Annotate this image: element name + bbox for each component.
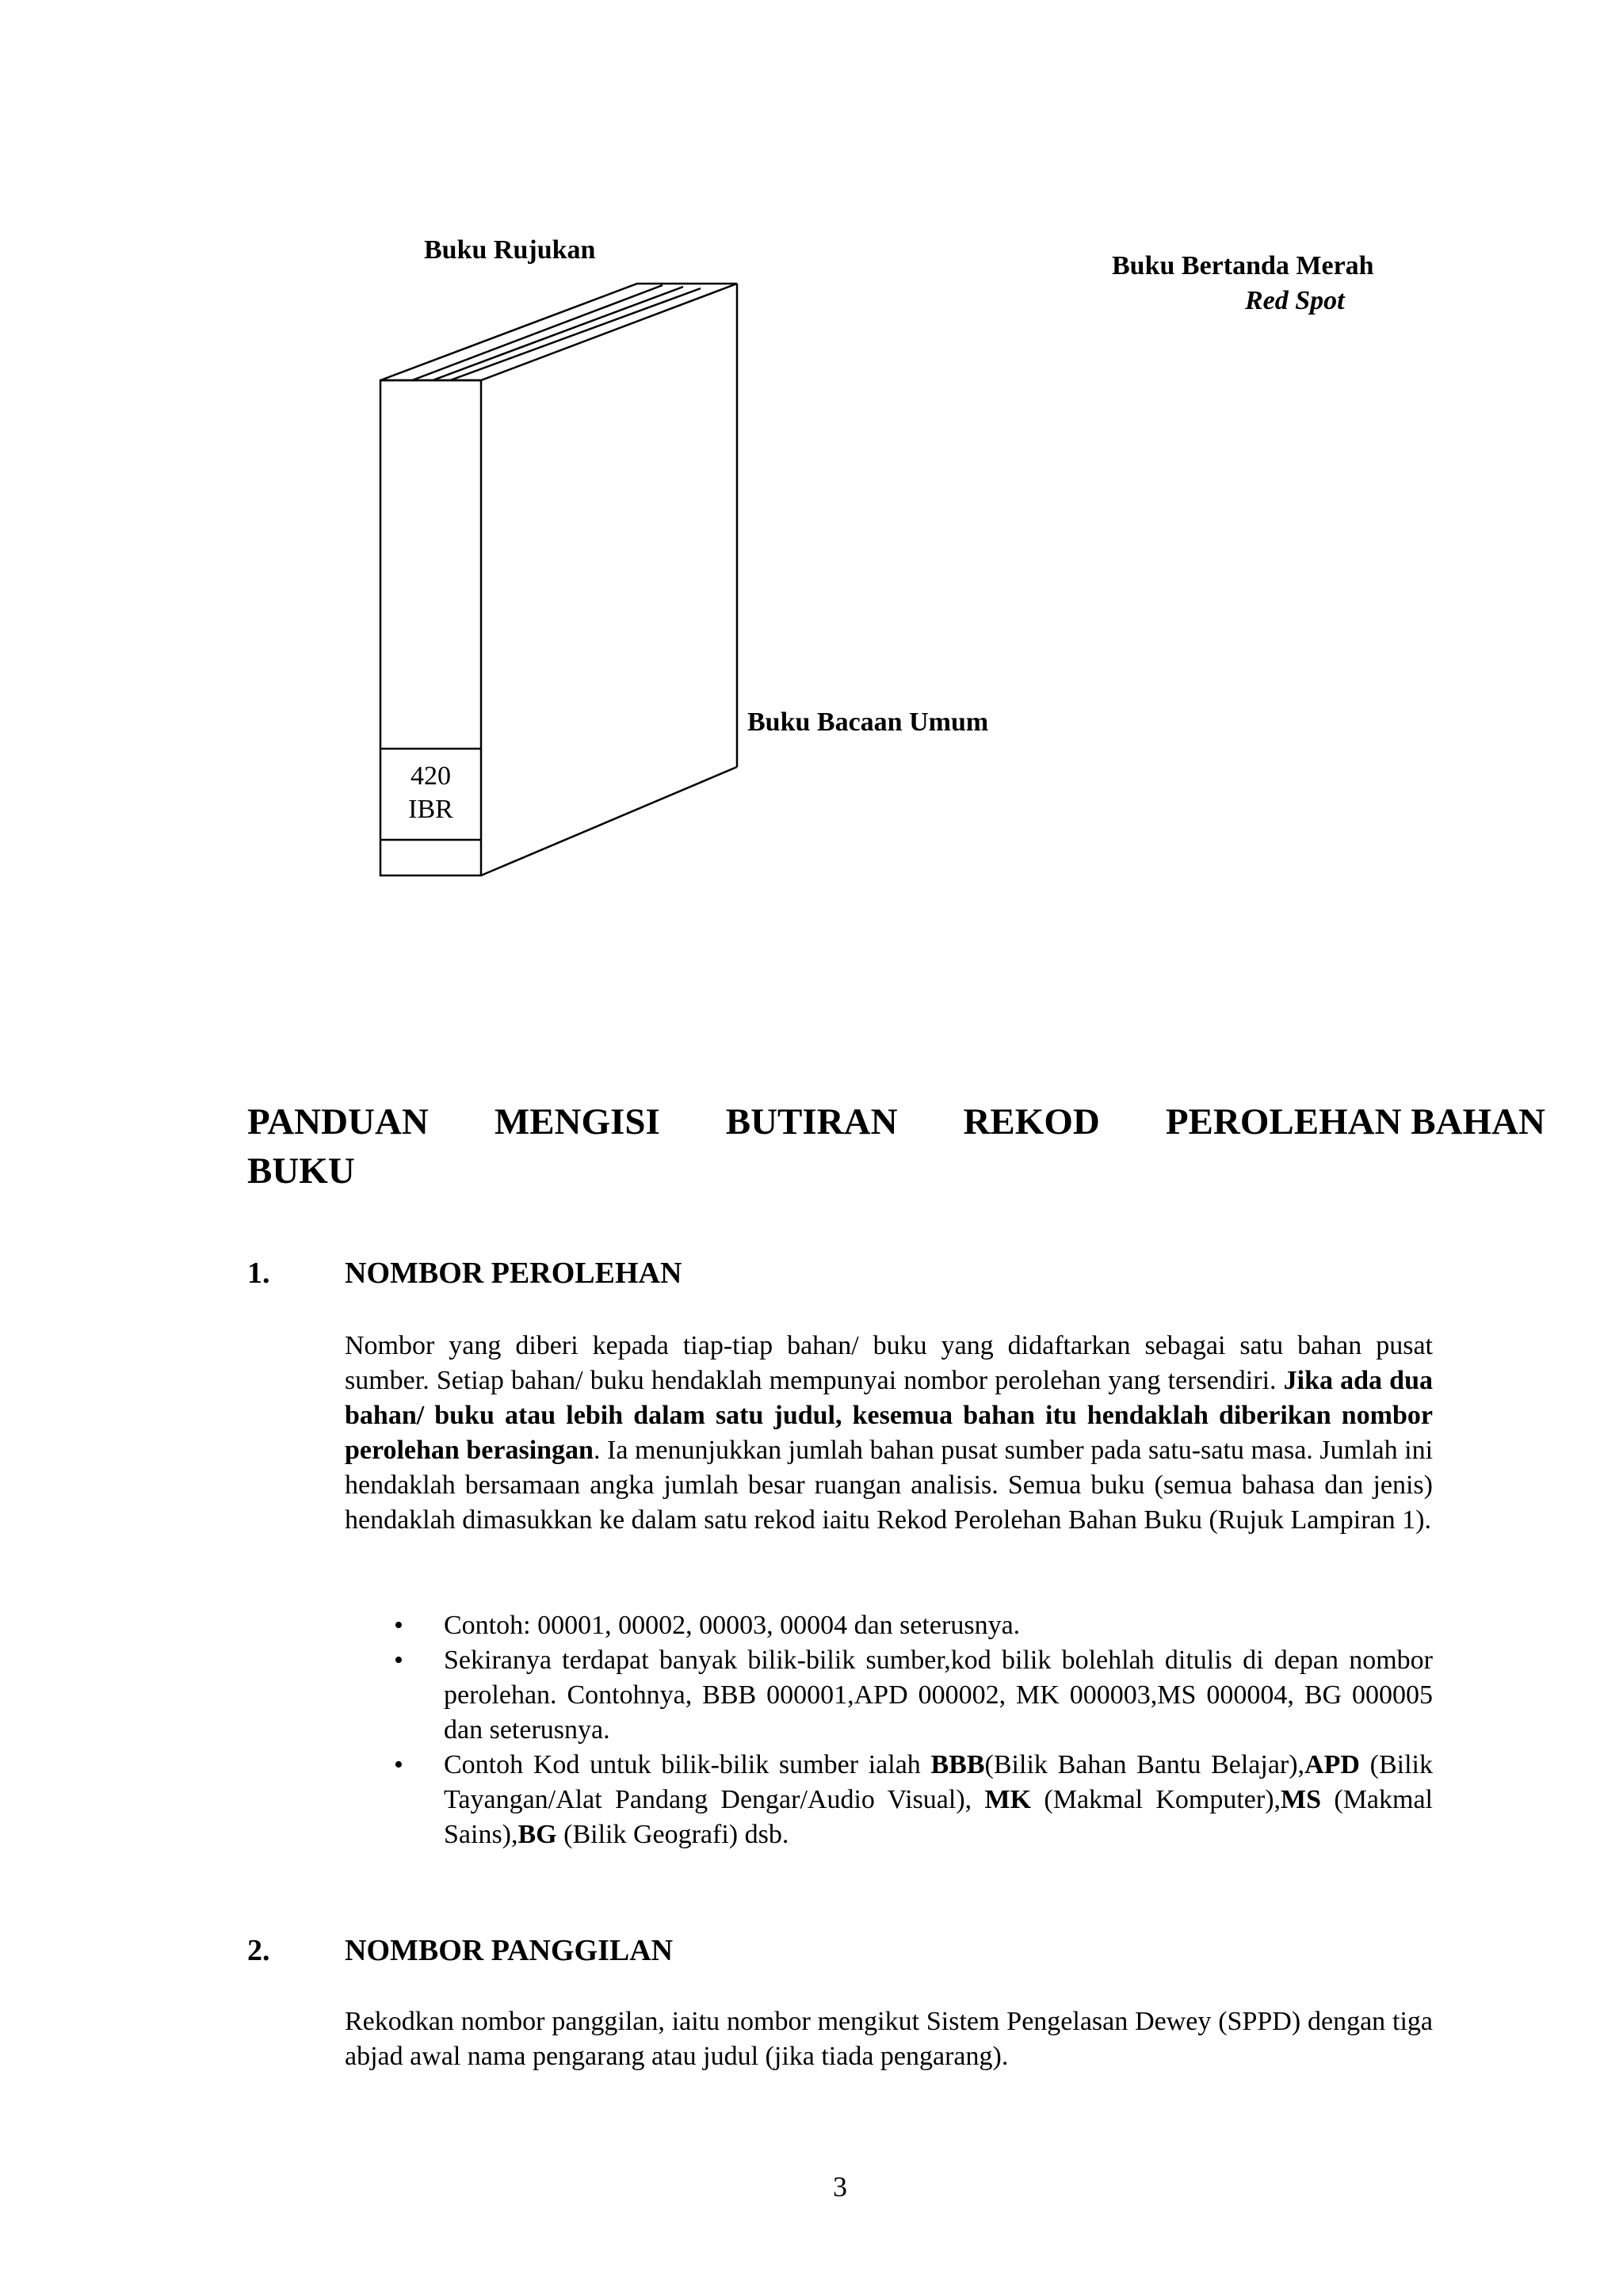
section-2-paragraph: Rekodkan nombor panggilan, iaitu nombor mengikut Sistem Pengelasan Dewey (SPPD) dengan tiga abjad awal nama pengarang atau judul (jika tiada pengarang). [345, 2007, 1433, 2071]
bullet-icon: • [394, 1750, 403, 1779]
section-1-number: 1. [247, 1257, 270, 1290]
label-buku-rujukan: Buku Rujukan [424, 235, 596, 265]
para-bold-text: Jika ada dua bahan/ buku atau lebih dalam satu judul, kesemua bahan itu hendaklah diberikan nombor perolehan berasingan [345, 1366, 1433, 1465]
title-word: BUTIRAN [725, 1101, 898, 1142]
list-item [394, 1608, 1433, 1643]
section-1-bullet-list [394, 1608, 1434, 1852]
book-top-face [380, 284, 737, 380]
title-word: PANDUAN [247, 1101, 429, 1142]
page-number: 3 [833, 2171, 847, 2203]
section-1-heading: NOMBOR PEROLEHAN [345, 1257, 682, 1290]
title-line-2: BUKU [247, 1150, 355, 1192]
title-word: PEROLEHAN BAHAN [1165, 1101, 1545, 1142]
title-line-1 [247, 1097, 1545, 1146]
page-title [247, 1097, 1545, 1196]
bullet-icon: • [394, 1611, 403, 1640]
section-2-number: 2. [247, 1934, 270, 1967]
label-buku-bacaan-umum: Buku Bacaan Umum [747, 707, 989, 737]
list-item-text: Sekiranya terdapat banyak bilik-bilik sumber,kod bilik bolehlah ditulis di depan nombor perolehan. Contohnya, BBB 000001,APD 000002, MK 000003,MS 000004, BG 000005 dan seterusnya. [444, 1646, 1433, 1745]
para-text: Nombor yang diberi kepada tiap-tiap bahan/ buku yang didaftarkan sebagai satu bahan pusat sumber. Setiap bahan/ buku hendaklah mempunyai nombor perolehan yang tersendiri. [345, 1331, 1433, 1395]
book-bottom-edge [481, 767, 737, 875]
list-item-text: Contoh: 00001, 00002, 00003, 00004 dan seterusnya. [444, 1611, 1021, 1640]
title-word: MENGISI [494, 1101, 660, 1142]
list-item [394, 1643, 1433, 1748]
book-illustration [0, 0, 1623, 951]
call-number-line2: IBR [408, 795, 453, 824]
list-item: • Contoh Kod untuk bilik-bilik sumber ialah BBB(Bilik Bahan Bantu Belajar),APD (Bilik Tayangan/Alat Pandang Dengar/Audio Visual), MK (Makmal Komputer),MS (Makmal Sains),BG (Bilik Geografi) dsb. [444, 1748, 1433, 1852]
section-2-heading: NOMBOR PANGGILAN [345, 1934, 674, 1967]
para-text: . Ia menunjukkan jumlah bahan pusat sumber pada satu-satu masa. Jumlah ini hendaklah bersamaan angka jumlah besar ruangan analisis. Semua buku (semua bahasa dan jenis) hendaklah dimasukkan ke dalam satu rekod iaitu Rekod Perolehan Bahan Buku (Rujuk Lampiran 1). [345, 1436, 1434, 1535]
label-red-spot: Red Spot [1245, 286, 1345, 315]
bullet-icon: • [394, 1646, 403, 1675]
title-word: REKOD [963, 1101, 1100, 1142]
section-1-paragraph [345, 1329, 1433, 1538]
label-buku-bertanda-merah: Buku Bertanda Merah [1112, 251, 1374, 280]
call-number-line1: 420 [411, 761, 451, 791]
